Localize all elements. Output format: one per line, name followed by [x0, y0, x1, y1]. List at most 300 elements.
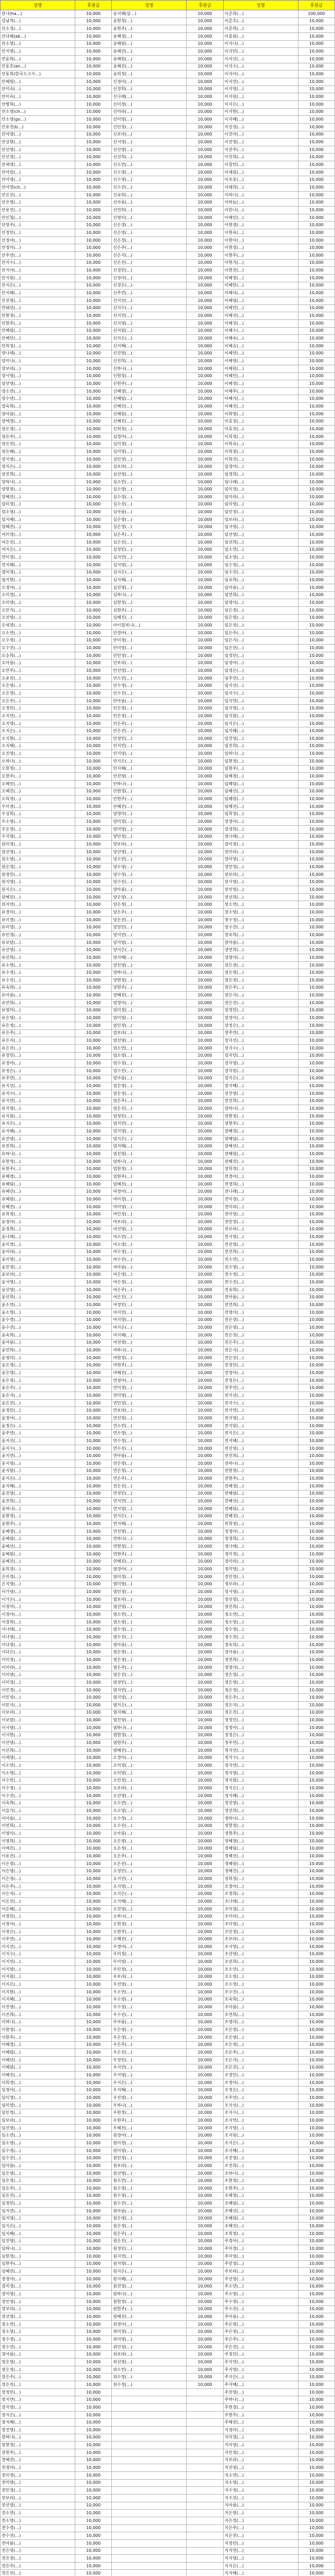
donor-name: 이현경(…): [223, 222, 298, 229]
donation-amount: 10,000: [187, 1241, 223, 1248]
donation-amount: 10,000: [298, 350, 334, 358]
donation-amount: 10,000: [75, 2064, 112, 2072]
table-row: [1, 2502, 335, 2510]
table-row: [1, 1588, 335, 1596]
donor-name: 장나래(…): [223, 833, 298, 841]
donation-amount: 10,000: [298, 25, 334, 33]
donation-amount: 10,000: [75, 2283, 112, 2291]
donor-name: 심소연(…): [112, 478, 187, 486]
donation-amount: 10,000: [75, 1022, 112, 1029]
donor-name: 위선영(…): [112, 2359, 187, 2366]
donor-name: 연혜진(…): [112, 1558, 187, 1566]
donor-name: 조영미(…): [223, 2019, 298, 2026]
donor-name: 양지영(…): [1, 455, 75, 463]
donation-amount: 10,000: [187, 999, 223, 1007]
donor-name: 이유진(…): [1, 1853, 75, 1860]
donor-name: 윤주연(…): [1, 1430, 75, 1437]
table-row: [1, 403, 335, 411]
donation-amount: 10,000: [187, 584, 223, 591]
table-row: [1, 750, 335, 758]
donation-amount: 10,000: [75, 342, 112, 350]
donation-amount: 10,000: [187, 71, 223, 78]
donation-amount: 10,000: [298, 1528, 334, 1535]
table-row: [1, 191, 335, 199]
donor-name: 이지나(…): [223, 40, 298, 48]
donor-name: 엄지영(…): [112, 1128, 187, 1136]
donation-amount: 10,000: [187, 2072, 223, 2079]
donation-amount: 10,000: [298, 1498, 334, 1505]
donor-name: 양경아(…): [112, 810, 187, 818]
donor-name: 지지연(…): [223, 2547, 298, 2555]
donation-amount: [187, 2388, 223, 2396]
donation-amount: 10,000: [187, 48, 223, 56]
donation-amount: [187, 2479, 223, 2487]
donation-amount: 10,000: [298, 2442, 334, 2449]
donation-amount: 10,000: [75, 1815, 112, 1822]
donor-name: 신수정(…): [112, 176, 187, 184]
donation-amount: 10,000: [187, 229, 223, 237]
donation-amount: 10,000: [75, 765, 112, 773]
donation-amount: 10,000: [187, 682, 223, 690]
donation-amount: 10,000: [75, 1785, 112, 1792]
donor-name: 정미경(…): [223, 1550, 298, 1558]
donor-name: 윤현주(…): [1, 1520, 75, 1528]
donor-name: 전미라(…): [223, 1203, 298, 1211]
table-row: [1, 637, 335, 645]
table-row: [1, 199, 335, 207]
donation-amount: 10,000: [187, 191, 223, 199]
donation-amount: 10,000: [298, 2298, 334, 2306]
donation-amount: 10,000: [298, 1890, 334, 1898]
donor-name: 장소연(…): [223, 901, 298, 909]
donation-amount: 10,000: [75, 713, 112, 720]
donation-amount: 10,000: [298, 1430, 334, 1437]
donor-name: 이진희(…): [1, 2011, 75, 2019]
donation-amount: 10,000: [75, 2033, 112, 2041]
donor-name: 전미경(…): [223, 1196, 298, 1204]
donation-amount: 10,000: [75, 1921, 112, 1928]
donation-amount: 10,000: [298, 577, 334, 584]
donation-amount: 10,000: [298, 1415, 334, 1422]
donor-name: 이지원(…): [223, 93, 298, 101]
donation-amount: 100,000: [298, 10, 334, 18]
donation-amount: 10,000: [298, 1550, 334, 1558]
donation-amount: 10,000: [75, 1498, 112, 1505]
donor-name: 원진영(…): [112, 2283, 187, 2291]
donation-amount: 10,000: [187, 146, 223, 154]
donation-amount: 10,000: [187, 312, 223, 320]
donation-amount: 10,000: [75, 2388, 112, 2396]
donation-amount: 10,000: [75, 319, 112, 327]
donation-amount: 10,000: [298, 1981, 334, 1989]
donor-name: 이하나(…): [223, 191, 298, 199]
donor-name: 우하나(…): [112, 2102, 187, 2109]
donation-amount: 10,000: [75, 606, 112, 614]
donation-amount: 10,000: [75, 1180, 112, 1188]
donation-amount: 10,000: [298, 2291, 334, 2298]
donation-amount: 10,000: [187, 818, 223, 826]
table-row: [1, 886, 335, 894]
table-row: [1, 2434, 335, 2442]
donor-name: 이아름(…): [1, 1815, 75, 1822]
donation-amount: 10,000: [75, 2411, 112, 2419]
donor-name: 여지은(…): [1, 546, 75, 554]
donation-amount: 10,000: [298, 1422, 334, 1430]
donation-amount: 10,000: [75, 742, 112, 750]
donor-name: 이은경(…): [1, 1860, 75, 1868]
donation-amount: 10,000: [187, 1739, 223, 1747]
donation-amount: 10,000: [187, 2185, 223, 2193]
donor-name: 정지선(…): [223, 1747, 298, 1754]
donation-amount: 10,000: [187, 10, 223, 18]
donor-name: 이민정(…): [1, 1694, 75, 1702]
table-row: [1, 1384, 335, 1392]
donor-name: 유수진(…): [1, 977, 75, 985]
donation-amount: [187, 2442, 223, 2449]
donation-amount: 10,000: [75, 2177, 112, 2185]
donation-amount: 10,000: [187, 1724, 223, 1732]
table-row: [1, 2487, 335, 2495]
donor-name: [112, 2456, 187, 2464]
donor-name: 원지은(…): [112, 2268, 187, 2276]
donor-name: 이혜수(…): [223, 327, 298, 335]
donor-name: 엄은정(…): [112, 1090, 187, 1097]
table-row: [1, 2404, 335, 2412]
donation-amount: 10,000: [298, 2510, 334, 2517]
donation-amount: 10,000: [75, 1339, 112, 1347]
donor-name: 주은주(…): [223, 2336, 298, 2344]
donor-name: 임정민(…): [1, 2200, 75, 2208]
donation-amount: 10,000: [298, 2555, 334, 2563]
donation-amount: 10,000: [75, 2011, 112, 2019]
donor-name: 유정민(…): [1, 1052, 75, 1060]
donation-amount: 10,000: [187, 1407, 223, 1415]
donor-name: 여은영(…): [112, 1271, 187, 1279]
donor-name: 조은영(…): [223, 2033, 298, 2041]
donation-amount: 10,000: [298, 2494, 334, 2502]
donation-amount: 10,000: [75, 1044, 112, 1052]
donor-name: 주지혜(…): [223, 2381, 298, 2389]
donor-name: 한나(ha…): [1, 10, 75, 18]
donor-name: 우지혜(…): [112, 2087, 187, 2094]
table-row: [1, 78, 335, 86]
donor-name: 임하나(…): [1, 2245, 75, 2253]
donation-amount: 10,000: [75, 244, 112, 252]
donation-amount: 10,000: [75, 403, 112, 411]
table-row: [1, 335, 335, 343]
donor-name: 우지영(…): [1, 833, 75, 841]
donor-name: 주은진(…): [223, 2343, 298, 2351]
table-row: [1, 1105, 335, 1113]
donation-amount: 10,000: [187, 2132, 223, 2140]
table-row: [1, 1747, 335, 1754]
donation-amount: 10,000: [187, 1837, 223, 1845]
donation-amount: 10,000: [75, 116, 112, 124]
table-row: [1, 1211, 335, 1218]
donor-name: 주민정(…): [223, 2260, 298, 2268]
donor-name: 오하나(…): [1, 757, 75, 765]
table-row: [1, 939, 335, 946]
donation-amount: 10,000: [187, 863, 223, 871]
donor-name: 정선영(…): [223, 1596, 298, 1603]
donation-amount: 10,000: [298, 426, 334, 433]
donor-name: 안지수(…): [1, 259, 75, 267]
donation-amount: 10,000: [298, 742, 334, 750]
donation-amount: 10,000: [75, 1973, 112, 1981]
donation-amount: 10,000: [75, 1060, 112, 1067]
donor-name: 조아름(…): [223, 2004, 298, 2011]
donor-name: 안소영(go…): [1, 116, 75, 124]
donor-name: 우은영(…): [112, 2026, 187, 2034]
donation-amount: 10,000: [298, 1452, 334, 1460]
table-row: [1, 2366, 335, 2374]
donation-amount: [187, 2419, 223, 2427]
donor-name: 전지원(…): [223, 1422, 298, 1430]
table-row: [1, 1769, 335, 1777]
table-row: [1, 2238, 335, 2245]
donation-amount: 10,000: [298, 440, 334, 448]
donor-name: 전선희(…): [223, 1248, 298, 1256]
donor-name: 전미영(…): [1, 2479, 75, 2487]
donor-name: 이미경(…): [1, 1656, 75, 1664]
table-row: [1, 833, 335, 841]
donor-name: 임서영(…): [223, 523, 298, 531]
donor-name: 연은영(…): [112, 1460, 187, 1468]
donation-amount: 10,000: [298, 1060, 334, 1067]
donation-amount: 10,000: [75, 848, 112, 856]
donor-name: [112, 2396, 187, 2404]
donor-name: 이진영(…): [1, 2004, 75, 2011]
table-row: [1, 1679, 335, 1687]
table-row: [1, 1422, 335, 1430]
donation-amount: 10,000: [187, 1082, 223, 1090]
donation-amount: 10,000: [298, 992, 334, 999]
donation-amount: 10,000: [75, 1241, 112, 1248]
donation-amount: 10,000: [75, 1188, 112, 1196]
donor-name: 조지혜(…): [223, 2147, 298, 2155]
donor-name: 여수정(…): [112, 1248, 187, 1256]
donor-name: 지민정(…): [223, 2449, 298, 2456]
donation-amount: 10,000: [75, 1958, 112, 1966]
donation-amount: 10,000: [187, 780, 223, 788]
donor-name: 장주연(…): [223, 1029, 298, 1037]
donor-name: 이가영(…): [1, 1588, 75, 1596]
donation-amount: 10,000: [187, 78, 223, 86]
donor-name: 이지영(…): [223, 86, 298, 93]
donor-name: 염하나(…): [112, 1724, 187, 1732]
donation-amount: 10,000: [298, 886, 334, 894]
donor-name: 정은주(…): [223, 1694, 298, 1702]
donation-amount: 10,000: [75, 1173, 112, 1181]
donor-name: 이지원(…): [1, 1973, 75, 1981]
donation-amount: 10,000: [298, 455, 334, 463]
donor-name: 조하나(…): [223, 2170, 298, 2177]
donor-name: 우은주(…): [112, 2041, 187, 2049]
donation-amount: 10,000: [75, 1505, 112, 1513]
donor-name: 우은진(…): [112, 2049, 187, 2057]
donation-amount: 10,000: [187, 1286, 223, 1294]
donation-amount: 10,000: [187, 2343, 223, 2351]
table-row: [1, 290, 335, 297]
table-row: [1, 1271, 335, 1279]
donation-amount: 10,000: [75, 629, 112, 637]
donation-amount: 10,000: [187, 886, 223, 894]
donor-name: 조소연(…): [223, 1965, 298, 1973]
donor-name: 염은정(…): [112, 1656, 187, 1664]
donation-amount: 10,000: [75, 304, 112, 312]
donor-name: 여하나(…): [112, 1347, 187, 1354]
donation-amount: 10,000: [75, 139, 112, 146]
donation-amount: 10,000: [298, 1407, 334, 1415]
donation-amount: 10,000: [298, 591, 334, 599]
donor-name: 여지영(…): [112, 1316, 187, 1324]
donor-name: 조수정(…): [223, 1981, 298, 1989]
donation-amount: 10,000: [298, 1792, 334, 1800]
donor-name: 윤은영(…): [1, 1369, 75, 1377]
donation-amount: 10,000: [75, 720, 112, 727]
donation-amount: 10,000: [298, 1694, 334, 1702]
table-row: [1, 2124, 335, 2132]
donor-name: 윤소영(…): [1, 1309, 75, 1316]
donation-amount: 10,000: [187, 2268, 223, 2276]
donation-amount: 10,000: [187, 1769, 223, 1777]
donation-amount: [187, 2434, 223, 2442]
donation-amount: 10,000: [298, 833, 334, 841]
donation-amount: 10,000: [187, 825, 223, 833]
donation-amount: 10,000: [298, 1120, 334, 1128]
donor-name: 신지원(…): [112, 327, 187, 335]
table-row: [1, 1399, 335, 1407]
donor-name: 지은진(…): [223, 2532, 298, 2540]
donor-name: 조숙희(…): [223, 1996, 298, 2004]
donor-name: 주미경(…): [223, 2245, 298, 2253]
table-row: [1, 372, 335, 380]
donation-amount: 10,000: [298, 984, 334, 992]
donation-amount: 10,000: [298, 463, 334, 471]
donor-name: 장미경(…): [1, 2283, 75, 2291]
table-row: [1, 1868, 335, 1875]
table-row: [1, 1611, 335, 1619]
donor-name: 여지은(…): [112, 1324, 187, 1332]
donor-name: 장민정(…): [223, 863, 298, 871]
table-row: [1, 2230, 335, 2238]
header-name-3: 성명: [223, 1, 298, 10]
table-row: [1, 2064, 335, 2072]
donation-amount: 10,000: [298, 1339, 334, 1347]
donor-name: 여보라(…): [112, 1218, 187, 1226]
donor-name: 유은영(…): [1, 1014, 75, 1022]
donation-amount: 10,000: [187, 410, 223, 418]
donor-name: 양현정(…): [1, 486, 75, 494]
donation-amount: 10,000: [298, 1830, 334, 1838]
donor-name: 양진영(…): [112, 961, 187, 969]
donation-amount: 10,000: [75, 1452, 112, 1460]
donation-amount: 10,000: [187, 1754, 223, 1762]
donation-amount: 10,000: [75, 1430, 112, 1437]
donation-amount: 10,000: [298, 946, 334, 954]
donation-amount: 10,000: [187, 1445, 223, 1452]
donation-amount: 10,000: [298, 2502, 334, 2510]
donation-amount: 10,000: [75, 335, 112, 343]
donor-name: 유경미(…): [1, 909, 75, 917]
donor-name: 원수정(…): [112, 2192, 187, 2200]
donation-amount: 10,000: [298, 629, 334, 637]
donor-name: 임지원(…): [223, 713, 298, 720]
donor-name: 임은정(…): [1, 2177, 75, 2185]
donor-name: [112, 2524, 187, 2532]
donation-amount: 10,000: [75, 259, 112, 267]
donation-amount: 10,000: [75, 1203, 112, 1211]
table-row: [1, 1702, 335, 1709]
donation-amount: 10,000: [75, 1090, 112, 1097]
donation-amount: 10,000: [75, 667, 112, 675]
table-row: [1, 1377, 335, 1384]
donation-amount: 10,000: [75, 1422, 112, 1430]
donor-name: 염소영(…): [112, 1618, 187, 1626]
donor-name: 양하나(…): [1, 478, 75, 486]
donation-amount: 10,000: [298, 2404, 334, 2412]
donor-name: 우경아(…): [112, 1943, 187, 1951]
table-row: [1, 924, 335, 931]
donor-name: 신경희(…): [112, 86, 187, 93]
donor-name: 심미영(…): [112, 448, 187, 456]
donation-amount: 10,000: [298, 765, 334, 773]
donation-amount: 10,000: [187, 501, 223, 509]
donation-amount: 10,000: [298, 327, 334, 335]
donation-amount: 10,000: [298, 856, 334, 863]
donor-name: 양은혜(…): [1, 448, 75, 456]
donation-amount: 10,000: [75, 2132, 112, 2140]
donation-amount: 10,000: [298, 448, 334, 456]
donor-name: 여은정(…): [112, 1279, 187, 1286]
table-row: [1, 757, 335, 765]
donor-name: 주소영(…): [223, 2291, 298, 2298]
donation-amount: 10,000: [187, 387, 223, 395]
donor-name: 안주연(…): [1, 252, 75, 260]
donation-amount: 10,000: [298, 1928, 334, 1936]
donation-amount: 10,000: [75, 1868, 112, 1875]
donation-amount: 10,000: [75, 2185, 112, 2193]
donor-name: 윤은진(…): [1, 1399, 75, 1407]
donation-amount: 10,000: [298, 2140, 334, 2147]
table-row: [1, 916, 335, 924]
table-row: [1, 1294, 335, 1301]
donor-name: 장은경(…): [223, 961, 298, 969]
donor-name: 이중원(…): [223, 32, 298, 40]
table-row: [1, 909, 335, 917]
donation-amount: 10,000: [75, 622, 112, 630]
donation-amount: 10,000: [75, 2359, 112, 2366]
donation-amount: 10,000: [298, 1082, 334, 1090]
table-row: [1, 387, 335, 395]
donor-name: 전은주(…): [1, 2562, 75, 2570]
donation-amount: 10,000: [298, 1188, 334, 1196]
donor-name: 연지은(…): [112, 1513, 187, 1520]
donation-amount: 10,000: [75, 1860, 112, 1868]
donor-name: 전경희(…): [223, 1180, 298, 1188]
donation-amount: 10,000: [75, 2306, 112, 2313]
donation-amount: 10,000: [75, 1988, 112, 1996]
donation-amount: 10,000: [75, 71, 112, 78]
donation-amount: 10,000: [298, 1271, 334, 1279]
table-row: [1, 93, 335, 101]
donation-amount: 10,000: [75, 1694, 112, 1702]
donation-amount: 10,000: [298, 2260, 334, 2268]
table-row: [1, 1936, 335, 1943]
donation-amount: 10,000: [298, 1286, 334, 1294]
donation-amount: 10,000: [187, 1528, 223, 1535]
donor-name: 윤혜진(…): [1, 1558, 75, 1566]
